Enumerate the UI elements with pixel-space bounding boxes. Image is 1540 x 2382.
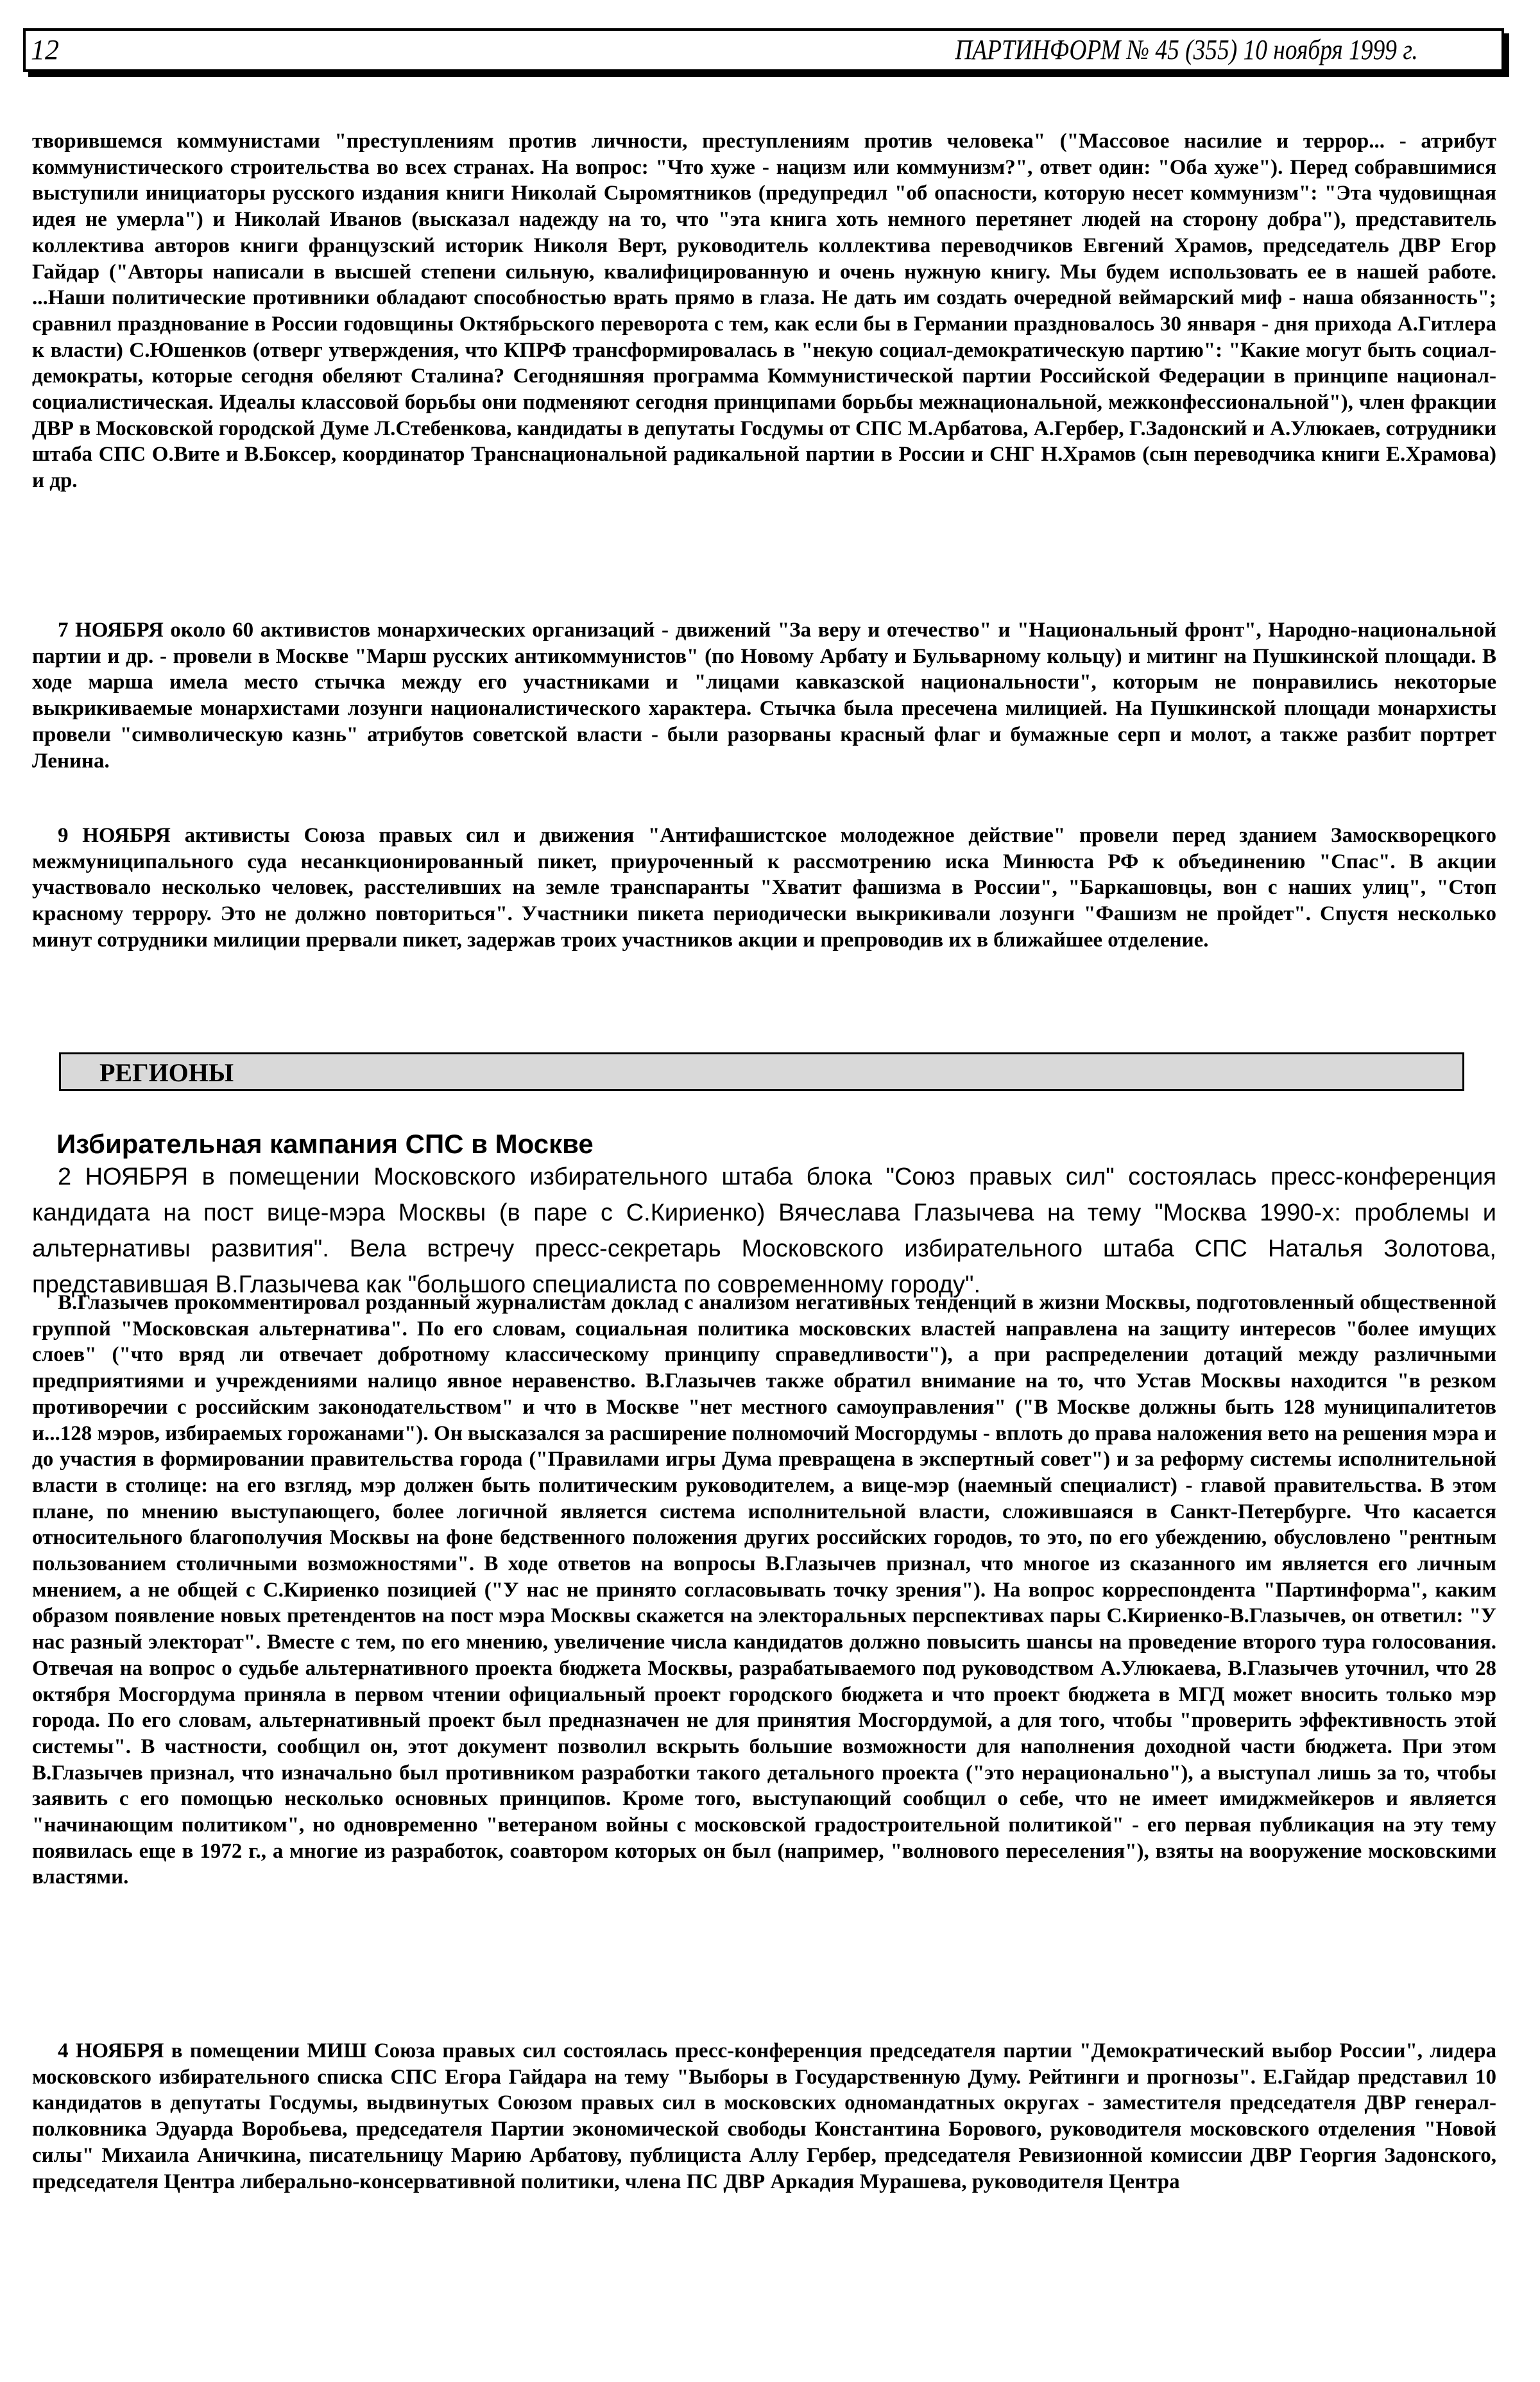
section-header-regions <box>59 1052 1464 1091</box>
article-paragraph: 4 НОЯБРЯ в помещении МИШ Союза правых сил состоялась пресс-конференция председателя партии "Демократический выбор России", лидера московского избирательного списка СПС Егора Гайдара на тему "Выборы в Государственную Думу. Рейтинги и прогнозы". Е.Гайдар представил 10 кандидатов в депутаты Госдумы, выдвинутых Союзом правых сил в московских одномандатных округах - заместителя председателя ДВР генерал-полковника Эдуарда Воробьева, председателя Партии экономической свободы Константина Борового, руководителя московского отделения "Новой силы" Михаила Аничкина, писательницу Марию Арбатову, публициста Аллу Гербер, председателя Ревизионной комиссии ДВР Георгия Задонского, председателя Центра либерально-консервативной политики, члена ПС ДВР Аркадия Мурашева, руководителя Центра <box>32 2039 1496 2193</box>
paragraph-nov-7: 7 НОЯБРЯ около 60 активистов монархических организаций - движений "За веру и отечество" и "Национальный фронт", Народно-национальной партии и др. - провели в Москве "Марш русских антикоммунистов" (по Новому Арбату и Бульварному кольцу) и митинг на Пушкинской площади. В ходе марша имела место стычка между его участниками и "лицами кавказской национальности", которым не понравились некоторые выкрикиваемые монархистами лозунги националистического характера. Стычка была пресечена милицией. На Пушкинской площади монархисты провели "символическую казнь" атрибутов советской власти - были разорваны красный флаг и бумажные серп и молот, а также разбит портрет Ленина. <box>32 619 1496 773</box>
article-lead: 2 НОЯБРЯ в помещении Московского избирательного штаба блока "Союз правых сил" состоялась пресс-конференция кандидата на пост вице-мэра Москвы (в паре с С.Кириенко) Вячеслава Глазычева на тему "Москва 1990-х: проблемы и альтернативы развития". Вела встречу пресс-секретарь Московского избирательного штаба СПС Наталья Золотова, представившая В.Глазычева как "большого специалиста по современному городу". <box>32 1163 1496 1298</box>
publication-title: ПАРТИНФОРМ № 45 (355) 10 ноября 1999 г. <box>955 34 1418 65</box>
article-title: Избирательная кампания СПС в Москве <box>56 1129 594 1159</box>
article-paragraph: В.Глазычев прокомментировал розданный журналистам доклад с анализом негативных тенденций в жизни Москвы, подготовленный общественной группой "Московская альтернатива". По его словам, социальная политика московских властей направлена на защиту интересов "более имущих слоев" ("что вряд ли отвечает добротному классическому принципу справедливости"), а при распределении дотаций между различными предприятиями и учреждениями налицо явное неравенство. В.Глазычев также обратил внимание на то, что Устав Москвы находится "в резком противоречии с российским законодательством" и что в Москве "нет местного самоуправления" ("В Москве должны быть 128 муниципалитетов и...128 мэров, избираемых горожанами"). Он высказался за расширение полномочий Мосгордумы - вплоть до права наложения вето на решения мэра и до участия в формировании правительства города ("Правилами игры Дума превращена в экспертный совет") и за реформу системы исполнительной власти в столице: на его взгляд, мэр должен быть политическим руководителем, а вице-мэр (наемный специалист) - главой правительства. В этом плане, по мнению выступающего, более логичной является система исполнительной власти, сложившаяся в Санкт-Петербурге. Что касается относительного благополучия Москвы на фоне бедственного положения других российских городов, то это, по его убеждению, обусловлено "рентным пользованием столичными возможностями". В ходе ответов на вопросы В.Глазычев признал, что многое из сказанного им является его личным мнением, а не общей с С.Кириенко позицией ("У нас не принято согласовывать точку зрения"). На вопрос корреспондента "Партинформа", каким образом появление новых претендентов на пост мэра Москвы скажется на электоральных перспективах пары С.Кириенко-В.Глазычев, он ответил: "У нас разный электорат". Вместе с тем, по его мнению, увеличение числа кандидатов должно повысить шансы на проведение второго тура голосования. Отвечая на вопрос о судьбе альтернативного проекта бюджета Москвы, разрабатываемого под руководством А.Улюкаева, В.Глазычев уточнил, что 28 октября Мосгордума приняла в первом чтении официальный проект городского бюджета и что проект бюджета в МГД может вносить только мэр города. По его словам, альтернативный проект был предназначен не для принятия Мосгордумой, а для того, чтобы "проверить эффективность этой системы". В частности, сообщил он, этот документ позволил вскрыть большие возможности для наполнения доходной части бюджета. При этом В.Глазычев признал, что изначально был противником разработки такого детального проекта ("это нерационально"), а выступал лишь за то, чтобы заявить с его помощью несколько основных принципов. Кроме того, выступающий сообщил о себе, что не имеет имиджмейкеров и является "начинающим политиком", но одновременно "ветераном войны с московской градостроительной политикой" - его первая публикация на эту тему появилась еще в 1972 г., а многие из разработок, соавтором которых он был (например, "волнового переселения"), взяты на вооружение московскими властями. <box>32 1291 1496 1889</box>
page-number: 12 <box>31 34 59 65</box>
page-header <box>23 28 1504 72</box>
section-label: РЕГИОНЫ <box>99 1058 234 1087</box>
paragraph-continued: творившемся коммунистами "преступлениям против личности, преступлениям против человека" ("Массовое насилие и террор... - атрибут коммунистического строительства во всех странах. На вопрос: "Что хуже - нацизм или коммунизм?", ответ один: "Оба хуже"). Перед собравшимися выступили инициаторы русского издания книги Николай Сыромятников (предупредил "об опасности, которую несет коммунизм": "Эта чудовищная идея не умерла") и Николай Иванов (высказал надежду на то, что "эта книга хоть немного перетянет людей на сторону добра"), представитель коллектива авторов книги французский историк Николя Верт, руководитель коллектива переводчиков Евгений Храмов, председатель ДВР Егор Гайдар ("Авторы написали в высшей степени сильную, квалифицированную и очень нужную книгу. Мы будем использовать ее в нашей работе. ...Наши политические противники обладают способностью врать прямо в глаза. Не дать им создать очередной веймарский миф - наша обязанность"; сравнил празднование в России годовщины Октябрьского переворота с тем, как если бы в Германии праздновалось 30 января - дня прихода А.Гитлера к власти) С.Юшенков (отверг утверждения, что КПРФ трансформировалась в "некую социал-демократическую партию": "Какие могут быть социал-демократы, которые сегодня обеляют Сталина? Сегодняшняя программа Коммунистической партии Российской Федерации в принципе национал-социалистическая. Идеалы классовой борьбы они подменяют сегодня принципами борьбы межнациональной, межконфессиональной"), член фракции ДВР в Московской городской Думе Л.Стебенкова, кандидаты в депутаты Госдумы от СПС М.Арбатова, А.Гербер, Г.Задонский и А.Улюкаев, сотрудники штаба СПС О.Вите и В.Боксер, координатор Транснациональной радикальной партии в России и СНГ Н.Храмов (сын переводчика книги Е.Храмова) и др. <box>32 130 1496 493</box>
paragraph-nov-9: 9 НОЯБРЯ активисты Союза правых сил и движения "Антифашистское молодежное действие" провели перед зданием Замоскворецкого межмуниципального суда несанкционированный пикет, приуроченный к рассмотрению иска Минюста РФ к объединению "Спас". В акции участвовало несколько человек, расстеливших на земле транспаранты "Хватит фашизма в России", "Баркашовцы, вон с наших улиц", "Стоп красному террору. Это не должно повториться". Участники пикета периодически выкрикивали лозунги "Фашизм не пройдет". Спустя несколько минут сотрудники милиции прервали пикет, задержав троих участников акции и препроводив их в ближайшее отделение. <box>32 824 1496 952</box>
